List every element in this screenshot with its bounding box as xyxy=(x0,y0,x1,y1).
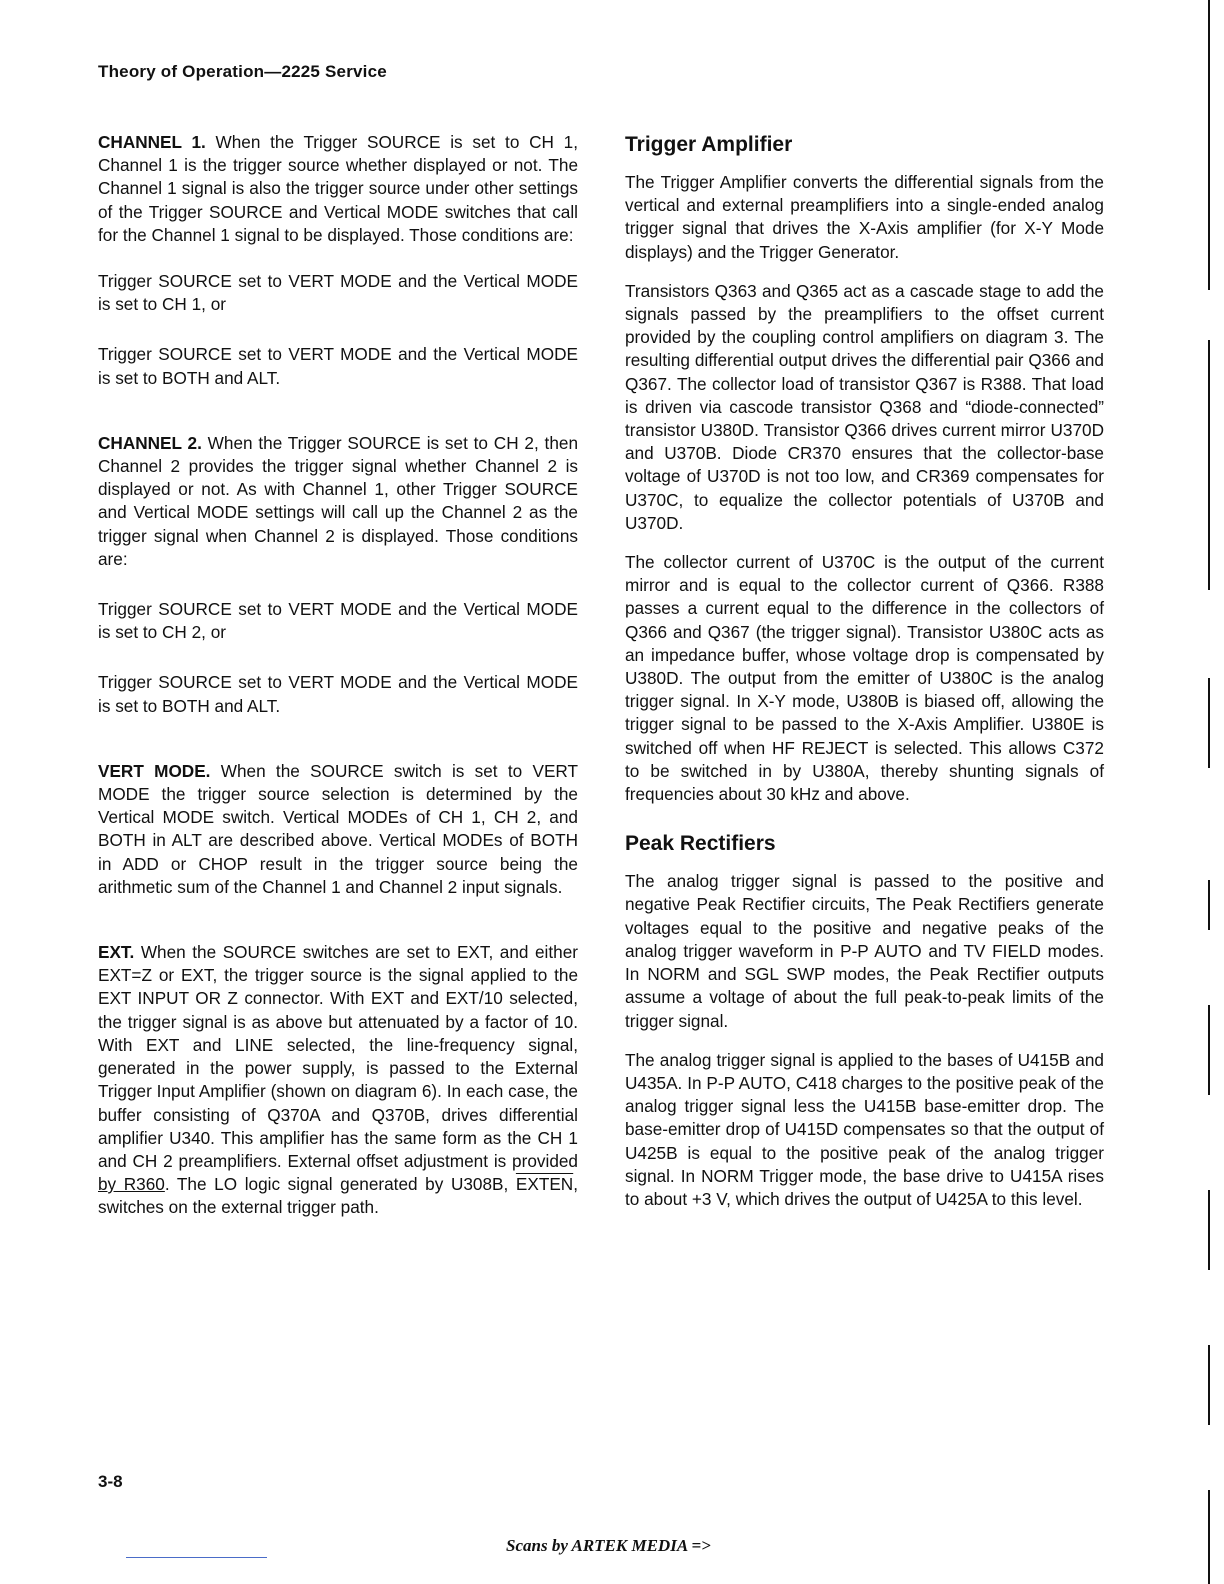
peak-rectifiers-paragraph-2: The analog trigger signal is applied to the bases of U415B and U435A. In P-P AUTO, C418 charges to the positive peak of the analog trigger signal less the U415B base-emitter drop. The base-emitter drop of U415D compensates so that the output of U425B is equal to the positive peak of the analog trigger signal. In NORM Trigger mode, the base drive to U415A rises to about +3 V, which drives the output of U425A to this level. xyxy=(625,1049,1104,1209)
ext-tail: , switches on the external trigger path. xyxy=(98,1174,578,1218)
channel-2-condition-1: Trigger SOURCE set to VERT MODE and the Vertical MODE is set to CH 2, or xyxy=(98,599,578,643)
credit-underline xyxy=(126,1557,267,1558)
channel-2-body: When the Trigger SOURCE is set to CH 2, then Channel 2 provides the trigger signal whether Channel 2 is displayed or not. As with Channel 1, other Trigger SOURCE and Vertical MODE settings will call up the Channel 2 as the trigger signal when Channel 2 is displayed. Those conditions are: xyxy=(98,432,578,569)
ext-mid: . The LO logic signal generated by U308B, xyxy=(164,1174,509,1195)
page-number: 3-8 xyxy=(98,1472,123,1491)
scan-edge-mark xyxy=(1208,1345,1210,1425)
trigger-amplifier-heading: Trigger Amplifier xyxy=(625,133,793,156)
trigger-amplifier-paragraph-3: The collector current of U370C is the output of the current mirror and is equal to the collector current of Q366. R388 passes a current equal to the difference in the collectors of Q366 and Q367 (the trigger signal). Transistor U380C acts as an impedance buffer, whose voltage drop is compensated by U380D. The output from the emitter of U380C is the analog trigger signal. In X-Y mode, U380B is biased off, allowing the trigger signal to be passed to the X-Axis Amplifier. U380E is switched off when HF REJECT is selected. This allows C372 to be switched in by U380A, thereby shunting signals of frequencies about 30 kHz and above. xyxy=(625,552,1104,805)
ext-body: When the SOURCE switches are set to EXT, and either EXT=Z or EXT, the trigger source is the signal applied to the EXT INPUT OR Z connector. With EXT and EXT/10 selected, the trigger signal is as above but attenuated by a factor of 10. With EXT and LINE selected, the line-frequency signal, generated in the power supply, is passed to the External Trigger Input Amplifier (shown on diagram 6). In each case, the buffer consisting of Q370A and Q370B, drives differential amplifier U340. This amplifier has the same form as the CH 1 and CH 2 preamplifiers. External offset adjustment is provided xyxy=(98,942,578,1171)
scan-edge-mark xyxy=(1208,880,1210,930)
left-column xyxy=(98,131,578,1220)
trigger-amplifier-paragraph-2: Transistors Q363 and Q365 act as a cascade stage to add the signals passed by the preamplifiers to the offset current provided by the coupling control amplifiers on diagram 3. The resulting differential output drives the differential pair Q366 and Q367. The collector load of transistor Q367 is R388. That load is driven via cascode transistor Q368 and “diode-connected” transistor U380D. Transistor Q366 drives current mirror U370D and U370B. Diode CR370 ensures that the collector-base voltage of U370D is not too low, and CR369 compensates for U370C, to equalize the collector potentials of U370B and U370D. xyxy=(625,280,1104,533)
scan-edge-mark xyxy=(1208,340,1210,590)
channel-1-lead: CHANNEL 1. xyxy=(98,132,206,152)
scan-credit: Scans by ARTEK MEDIA => xyxy=(506,1536,711,1555)
channel-1-condition-2: Trigger SOURCE set to VERT MODE and the Vertical MODE is set to BOTH and ALT. xyxy=(98,344,578,388)
scan-edge-mark xyxy=(1208,1005,1210,1095)
scan-edge-mark xyxy=(1208,678,1210,768)
channel-1-condition-1: Trigger SOURCE set to VERT MODE and the Vertical MODE is set to CH 1, or xyxy=(98,271,578,315)
channel-1-body: When the Trigger SOURCE is set to CH 1, Channel 1 is the trigger source whether displayed or not. The Channel 1 signal is also the trigger source under other settings of the Trigger SOURCE and Vertical MODE switches that call for the Channel 1 signal to be displayed. Those conditions are: xyxy=(98,132,578,245)
ext-paragraph xyxy=(98,941,578,1219)
channel-2-paragraph xyxy=(98,432,578,571)
r360-text: by R360 xyxy=(98,1174,165,1195)
ext-lead: EXT. xyxy=(98,942,135,963)
right-column xyxy=(625,131,1104,1211)
page-header: Theory of Operation—2225 Service xyxy=(98,62,387,81)
vert-mode-paragraph xyxy=(98,760,578,899)
scan-edge-mark xyxy=(1208,1190,1210,1270)
peak-rectifiers-heading: Peak Rectifiers xyxy=(625,832,776,856)
channel-2-lead: CHANNEL 2. xyxy=(98,432,202,453)
vert-mode-lead: VERT MODE. xyxy=(98,760,211,781)
scan-edge-mark xyxy=(1208,0,1210,290)
peak-rectifiers-paragraph-1: The analog trigger signal is passed to the positive and negative Peak Rectifier circuits, The Peak Rectifiers generate voltages equal to the positive and negative peaks of the analog trigger waveform in P-P AUTO and TV FIELD modes. In NORM and SGL SWP modes, the Peak Rectifier outputs assume a voltage of about the full peak-to-peak limits of the trigger signal. xyxy=(625,871,1104,1031)
trigger-amplifier-paragraph-1: The Trigger Amplifier converts the differential signals from the vertical and external preamplifiers into a single-ended analog trigger signal that drives the X-Axis amplifier (for X-Y Mode displays) and the Trigger Generator. xyxy=(625,172,1104,262)
channel-1-paragraph xyxy=(98,131,578,247)
scan-edge-mark xyxy=(1208,1490,1210,1584)
channel-2-condition-2: Trigger SOURCE set to VERT MODE and the Vertical MODE is set to BOTH and ALT. xyxy=(98,672,578,716)
exten-signal: EXTEN xyxy=(515,1174,574,1195)
vert-mode-body: When the SOURCE switch is set to VERT MODE the trigger source selection is determined by the Vertical MODE switch. Vertical MODEs of CH 1, CH 2, and BOTH in ALT are described above. Vertical MODEs of BOTH in ADD or CHOP result in the trigger source being the arithmetic sum of the Channel 1 and Channel 2 input signals. xyxy=(98,760,579,897)
